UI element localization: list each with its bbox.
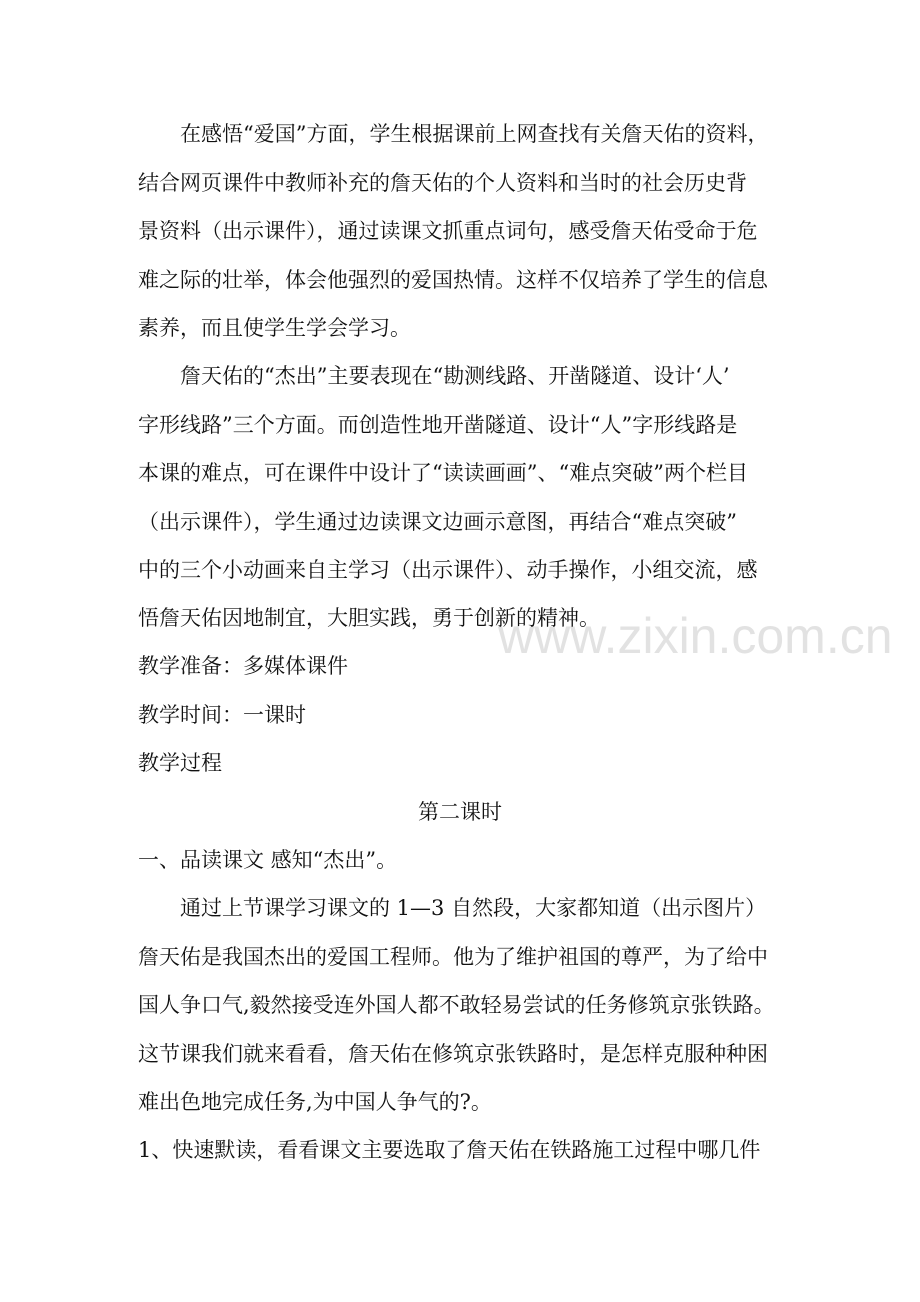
paragraph-1-line-5: 素养，而且使学生学会学习。: [138, 316, 411, 340]
paragraph-2-line-2: 字形线路”三个方面。而创造性地开凿隧道、设计“人”字形线路是: [138, 413, 738, 437]
lesson-title: 第二课时: [418, 800, 502, 824]
watermark: www.zixin.com.cn: [498, 608, 893, 664]
paragraph-3-line-4: 这节课我们就来看看，詹天佑在修筑京张铁路时，是怎样克服种种困: [138, 1042, 768, 1066]
paragraph-1-line-3: 景资料（出示课件），通过读课文抓重点词句，感受詹天佑受命于危: [138, 219, 758, 243]
teaching-preparation: 教学准备：多媒体课件: [138, 654, 348, 678]
paragraph-3-line-1: 通过上节课学习课文的 1—3 自然段，大家都知道（出示图片）: [180, 896, 767, 920]
section-heading-1: 一、品读课文 感知“杰出”。: [138, 848, 398, 872]
list-item-1: 1、快速默读，看看课文主要选取了詹天佑在铁路施工过程中哪几件: [138, 1138, 761, 1162]
paragraph-2-line-4: （出示课件），学生通过边读课文边画示意图，再结合“难点突破”: [138, 510, 737, 534]
paragraph-1-line-1: 在感悟“爱国”方面，学生根据课前上网查找有关詹天佑的资料，: [180, 122, 769, 146]
teaching-time: 教学时间：一课时: [138, 703, 306, 727]
teaching-process-heading: 教学过程: [138, 751, 222, 775]
paragraph-2-line-3: 本课的难点，可在课件中设计了“读读画画”、“难点突破”两个栏目: [138, 461, 748, 485]
paragraph-2-line-6: 悟詹天佑因地制宜，大胆实践，勇于创新的精神。: [138, 606, 600, 630]
paragraph-1-line-2: 结合网页课件中教师补充的詹天佑的个人资料和当时的社会历史背: [138, 171, 747, 195]
paragraph-3-line-5: 难出色地完成任务,为中国人争气的?。: [138, 1090, 492, 1114]
paragraph-3-line-2: 詹天佑是我国杰出的爱国工程师。他为了维护祖国的尊严，为了给中: [138, 945, 768, 969]
paragraph-1-line-4: 难之际的壮举，体会他强烈的爱国热情。这样不仅培养了学生的信息: [138, 268, 768, 292]
paragraph-3-line-3: 国人争口气,毅然接受连外国人都不敢轻易尝试的任务修筑京张铁路。: [138, 993, 775, 1017]
paragraph-2-line-1: 詹天佑的“杰出”主要表现在“勘测线路、开凿隧道、设计‘人’: [180, 364, 730, 388]
paragraph-2-line-5: 中的三个小动画来自主学习（出示课件）、动手操作，小组交流，感: [138, 558, 758, 582]
